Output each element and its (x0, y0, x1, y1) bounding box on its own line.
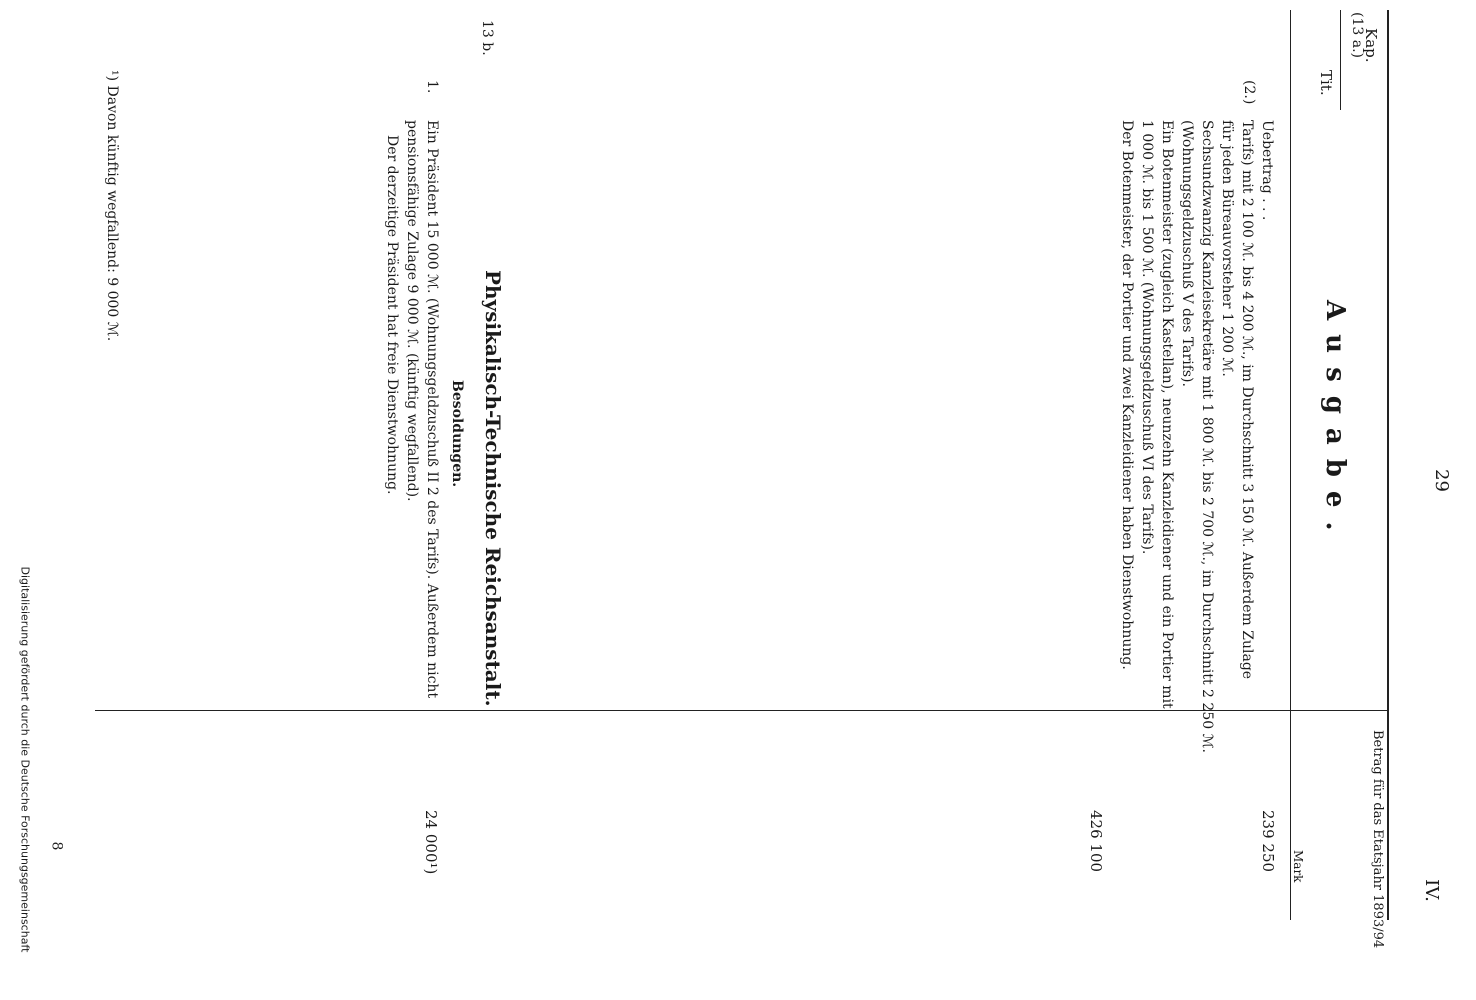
section-a-line-2: für jeden Büreauvorsteher 1 200 ℳ. (1219, 120, 1235, 377)
section-b-kap: 13 b. (479, 20, 495, 56)
section-a-amount-0: 239 250 (1259, 810, 1277, 873)
digitization-credit: Digitalisierung gefördert durch die Deutsche Forschungsgemeinschaft (18, 566, 32, 953)
section-a-tit: (2.) (1241, 80, 1257, 105)
top-rule (1387, 10, 1389, 920)
section-a-line-5: Ein Botenmeister (zugleich Kastellan), neunzehn Kanzleidiener und ein Portier mit (1159, 120, 1175, 709)
document-title: Ausgabe. (1320, 300, 1350, 545)
budget-table (95, 10, 1390, 949)
footnote: ¹) Davon künftig wegfallend: 9 000 ℳ. (104, 70, 120, 342)
section-b-line-2: Der derzeitige Präsident hat freie Dienstwohnung. (384, 135, 400, 495)
header-rule (1290, 10, 1291, 920)
amount-rule (95, 710, 1387, 711)
kap-rule (1340, 10, 1341, 110)
mark-header: Mark (1291, 850, 1305, 883)
section-a-line-7: Der Botenmeister, der Portier und zwei Kanzleidiener haben Dienstwohnung. (1119, 120, 1135, 670)
roman-numeral: IV. (1420, 879, 1442, 902)
section-a-kap: (13 a.) (1349, 12, 1365, 58)
section-b-subheading: Besoldungen. (449, 380, 465, 488)
section-b-line-1: pensionsfähige Zulage 9 000 ℳ. (künftig wegfallend). (404, 120, 420, 502)
section-b-amount: 24 000¹) (422, 810, 440, 875)
section-a-line-1: Tarifs) mit 2 100 ℳ. bis 4 200 ℳ., im Durchschnitt 3 150 ℳ. Außerdem Zulage (1239, 120, 1255, 680)
amount-header: Betrag für das Etatsjahr 1893/94 (1370, 730, 1385, 949)
section-b-line-0: Ein Präsident 15 000 ℳ. (Wohnungsgeldzuschuß II 2 des Tarifs). Außerdem nicht (424, 120, 440, 699)
tit-header: Tit. (1317, 70, 1335, 96)
kap-header: Kap. (1362, 28, 1380, 63)
section-a-line-4: (Wohnungsgeldzuschuß V des Tarifs). (1179, 120, 1195, 387)
section-b-tit: 1. (424, 80, 440, 94)
section-b-heading: Physikalisch-Technische Reichsanstalt. (481, 270, 505, 707)
section-a-amount-1: 426 100 (1087, 810, 1105, 873)
page-number: 29 (1430, 469, 1452, 492)
sheet-mark: 8 (48, 841, 65, 851)
section-a-line-0: Uebertrag . . . (1259, 120, 1275, 221)
section-a-line-3: Sechsundzwanzig Kanzleisekretäre mit 1 800 ℳ. bis 2 700 ℳ., im Durchschnitt 2 250 ℳ. (1199, 120, 1215, 754)
section-a-line-6: 1 000 ℳ. bis 1 500 ℳ. (Wohnungsgeldzuschuß VI des Tarifs). (1139, 120, 1155, 555)
